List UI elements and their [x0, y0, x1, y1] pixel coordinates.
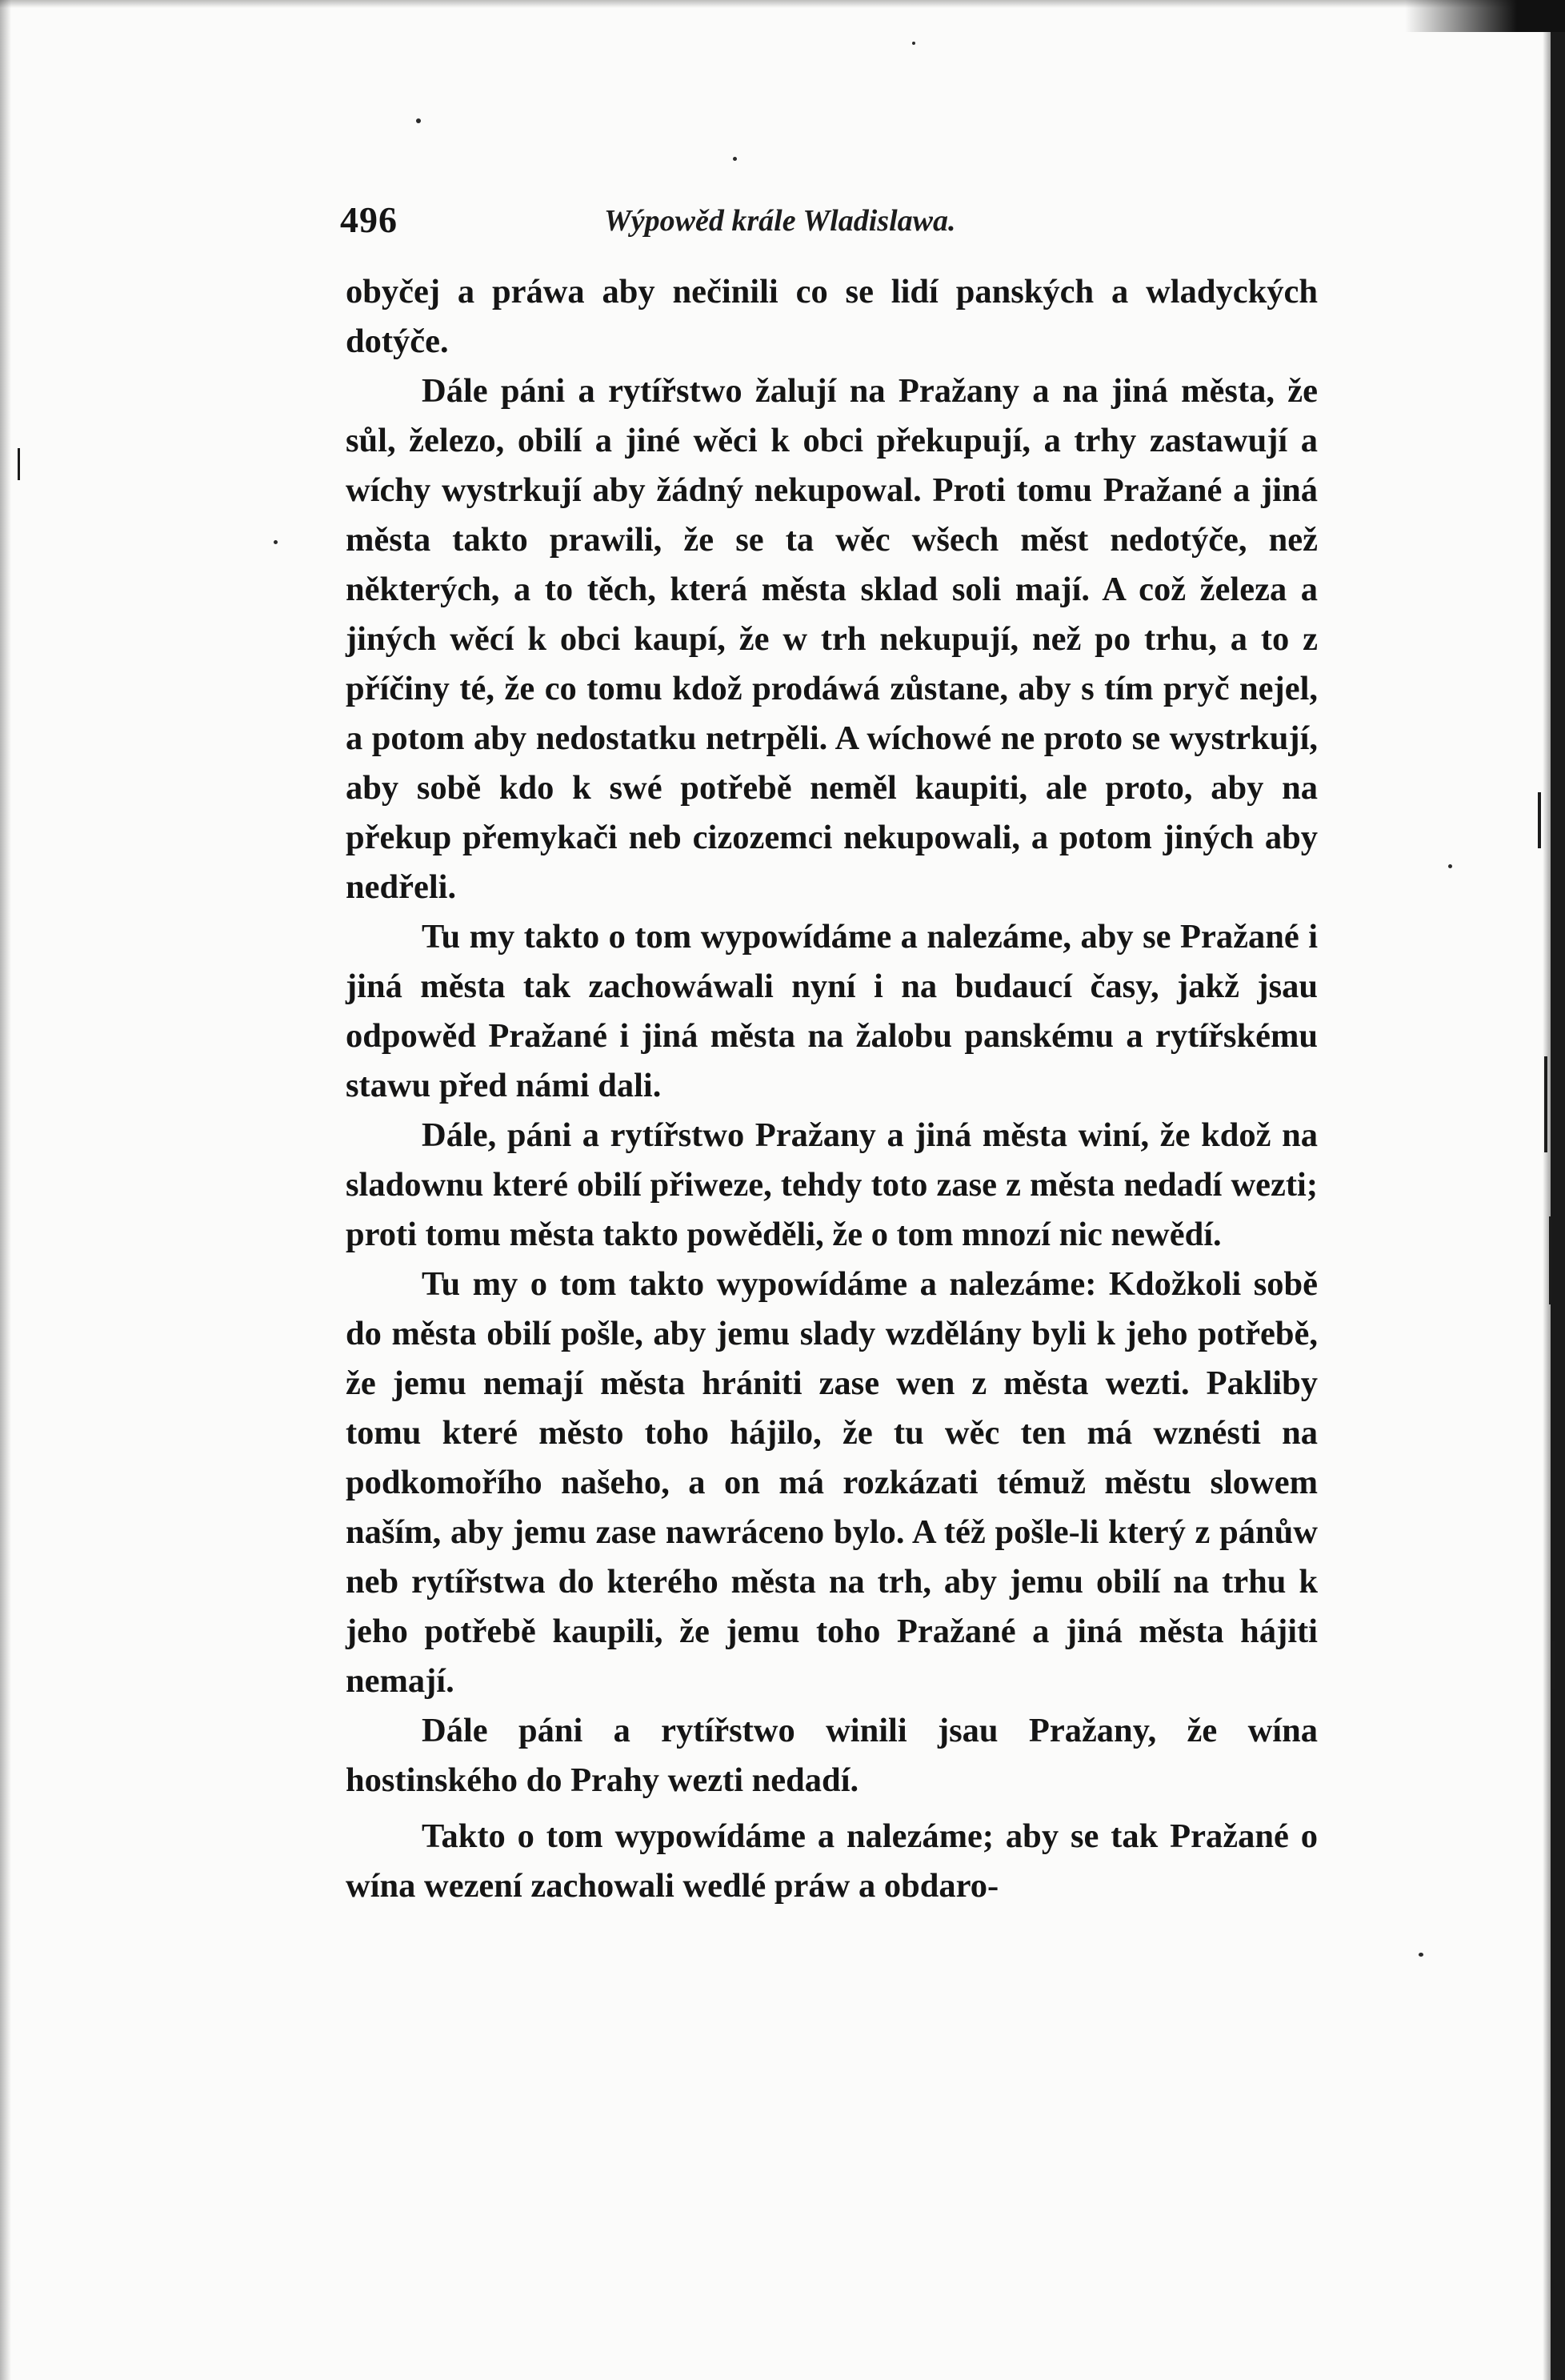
scan-speck [1419, 1953, 1423, 1957]
page-corner-shadow [1405, 0, 1565, 32]
paragraph-2: Dále páni a rytířstwo žalují na Pražany a na jiná města, že sůl, železo, obilí a jiné wěci k obci překupují, a trhy zastawují a wíchy wystrkují aby žádný nekupowal. Proti tomu Pražané a jiná města takto prawili, že se ta wěc wšech měst nedotýče, než některých, a to těch, která města sklad soli mají. A což železa a jiných wěcí k obci kaupí, že w trh nekupují, než po trhu, a to z příčiny té, že co tomu kdož prodáwá zůstane, aby s tím pryč nejel, a potom aby nedostatku netrpěli. A wíchowé ne proto se wystrkují, aby sobě kdo k swé potřebě neměl kaupiti, ale proto, aby na překup přemykači neb cizozemci nekupowali, a potom jiných aby nedřeli. [346, 372, 1318, 906]
margin-mark [1549, 1216, 1552, 1304]
margin-mark [1544, 1056, 1547, 1152]
scan-speck [733, 157, 737, 161]
page-right-shadow [1543, 0, 1551, 2380]
scan-speck [912, 42, 915, 45]
page-top-shadow [0, 0, 1565, 8]
margin-mark [18, 448, 20, 480]
paragraph-6: Dále páni a rytířstwo winili jsau Pražany, že wína hostinského do Prahy wezti nedadí. [346, 1712, 1318, 1799]
scan-speck [274, 540, 278, 544]
running-header [340, 198, 1320, 246]
paragraph-7: Takto o tom wypowídáme a nalezáme; aby se tak Pražané o wína wezení zachowali wedlé práw a obdaro- [346, 1817, 1318, 1905]
paragraph-1: obyčej a práwa aby nečinili co se lidí panských a wladyckých dotýče. [346, 273, 1318, 360]
paragraph-4: Dále, páni a rytířstwo Pražany a jiná města winí, že kdož na sladownu které obilí přiweze, tehdy toto zase z města nedadí wezti; proti tomu města takto powěděli, že o tom mnozí nic newědí. [346, 1116, 1318, 1253]
scan-speck [416, 118, 421, 123]
paragraph-3: Tu my takto o tom wypowídáme a nalezáme, aby se Pražané i jiná města tak zachowáwali nyní i na budaucí časy, jakž jsau odpowěd Pražané i jiná města na žalobu panskému a rytířskému stawu před námi dali. [346, 918, 1318, 1104]
running-title: Wýpowěd krále Wladislawa. [604, 204, 956, 238]
page-number: 496 [340, 199, 398, 240]
page-right-edge [1551, 0, 1565, 2380]
paragraph-5: Tu my o tom takto wypowídáme a nalezáme: Kdožkoli sobě do města obilí pošle, aby jemu slady wzdělány byli k jeho potřebě, že jemu nemají města hrániti zase wen z města wezti. Pakliby tomu které město toho hájilo, že tu wěc ten má wznésti na podkomořího našeho, a on má rozkázati témuž městu slowem naším, aby jemu zase nawráceno bylo. A též pošle-li který z pánůw neb rytířstwa do kterého města na trh, aby jemu obilí na trhu k jeho potřebě kaupili, že jemu toho Pražané a jiná města hájiti nemají. [346, 1265, 1318, 1700]
margin-mark [1552, 1641, 1555, 1689]
body-text [346, 267, 1318, 1911]
scan-speck [1448, 864, 1452, 868]
margin-mark [1538, 792, 1541, 848]
page-left-shadow [0, 0, 11, 2380]
